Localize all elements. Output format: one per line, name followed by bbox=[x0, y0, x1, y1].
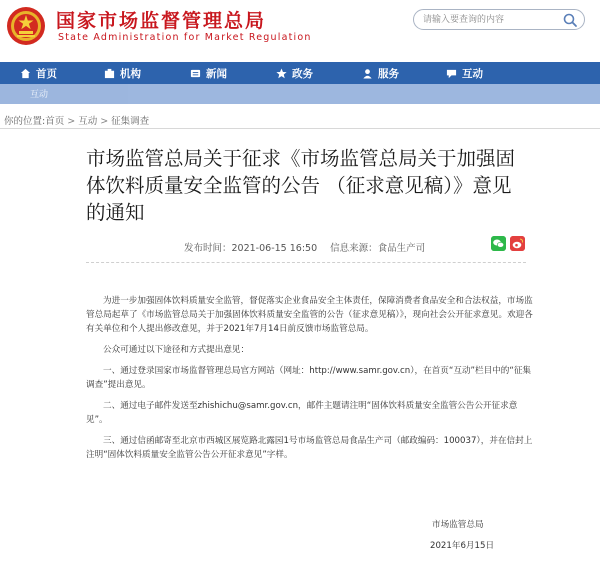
nav-item-org[interactable] bbox=[104, 62, 141, 84]
site-header bbox=[0, 0, 600, 58]
service-icon bbox=[362, 68, 373, 79]
org-icon bbox=[104, 68, 115, 79]
breadcrumb bbox=[4, 113, 149, 127]
weibo-share-icon[interactable] bbox=[510, 236, 525, 251]
body-paragraph: 二、通过电子邮件发送至zhishichu@samr.gov.cn，邮件主题请注明“固体饮料质量安全监管公告公开征求意见”。 bbox=[86, 400, 518, 425]
wechat-share-icon[interactable] bbox=[491, 236, 506, 251]
nav-item-home[interactable] bbox=[20, 62, 57, 84]
nav-item-label: 互动 bbox=[462, 67, 483, 80]
search-icon[interactable] bbox=[562, 12, 578, 28]
main-nav bbox=[0, 62, 600, 84]
breadcrumb-separator: > bbox=[100, 116, 109, 127]
body-paragraph: 三、通过信函邮寄至北京市西城区展览路北露园1号市场监管总局食品生产司（邮政编码：100037），并在信封上注明“固体饮料质量安全监管公告公开征求意见”字样。 bbox=[86, 435, 533, 460]
site-name-cn: 国家市场监督管理总局 bbox=[56, 10, 267, 32]
article-signature: 市场监管总局 bbox=[432, 520, 484, 530]
home-icon bbox=[20, 68, 31, 79]
nav-item-label: 政务 bbox=[292, 67, 313, 80]
body-paragraph: 为进一步加强固体饮料质量安全监管，督促落实企业食品安全主体责任，保障消费者食品安全和合法权益，市场监管总局起草了《市场监管总局关于加强固体饮料质量安全监管的公告（征求意见稿）》，现向社会公开征求意见。欢迎各有关单位和个人提出修改意见，并于2021年7月14日前反馈市场监管总局。 bbox=[86, 296, 533, 335]
nav-item-label: 服务 bbox=[378, 67, 399, 80]
nav-item-affairs[interactable] bbox=[276, 62, 313, 84]
article-meta bbox=[184, 240, 435, 254]
article-title: 市场监管总局关于征求《市场监管总局关于加强固体饮料质量安全监管的公告 （征求意见稿）》意见的通知 bbox=[86, 147, 516, 224]
article-body bbox=[86, 294, 534, 462]
breadcrumb-survey-link[interactable]: 征集调查 bbox=[111, 116, 150, 127]
breadcrumb-interact-link[interactable]: 互动 bbox=[78, 116, 98, 127]
search-input[interactable] bbox=[423, 13, 553, 27]
nav-item-news[interactable] bbox=[190, 62, 227, 84]
search-box bbox=[413, 9, 585, 30]
nav-item-label: 新闻 bbox=[206, 67, 227, 80]
site-name-en: State Administration for Market Regulation bbox=[58, 32, 312, 43]
meta-divider bbox=[86, 262, 526, 263]
publish-time: 发布时间：2021-06-15 16:50 bbox=[184, 243, 318, 254]
breadcrumb-prefix: 你的位置: bbox=[4, 116, 46, 127]
news-icon bbox=[190, 68, 201, 79]
body-paragraph: 一、通过登录国家市场监督管理总局官方网站（网址：http://www.samr.gov.cn），在首页“互动”栏目中的“征集调查”提出意见。 bbox=[86, 365, 532, 391]
interact-icon bbox=[446, 68, 457, 79]
article-date: 2021年6月15日 bbox=[430, 541, 495, 551]
nav-item-service[interactable] bbox=[362, 62, 399, 84]
sub-nav-label[interactable]: 互动 bbox=[30, 90, 49, 100]
breadcrumb-separator: > bbox=[67, 116, 76, 127]
body-paragraph: 公众可通过以下途径和方式提出意见： bbox=[103, 345, 250, 356]
nav-item-label: 机构 bbox=[120, 67, 141, 80]
breadcrumb-home-link[interactable]: 首页 bbox=[45, 116, 65, 127]
national-emblem-icon bbox=[6, 4, 46, 48]
sub-nav-bar bbox=[0, 84, 600, 104]
affairs-icon bbox=[276, 68, 287, 79]
divider bbox=[0, 128, 600, 129]
nav-item-interact[interactable] bbox=[446, 62, 483, 84]
info-source: 信息来源：食品生产司 bbox=[330, 243, 426, 254]
nav-item-label: 首页 bbox=[36, 67, 57, 80]
